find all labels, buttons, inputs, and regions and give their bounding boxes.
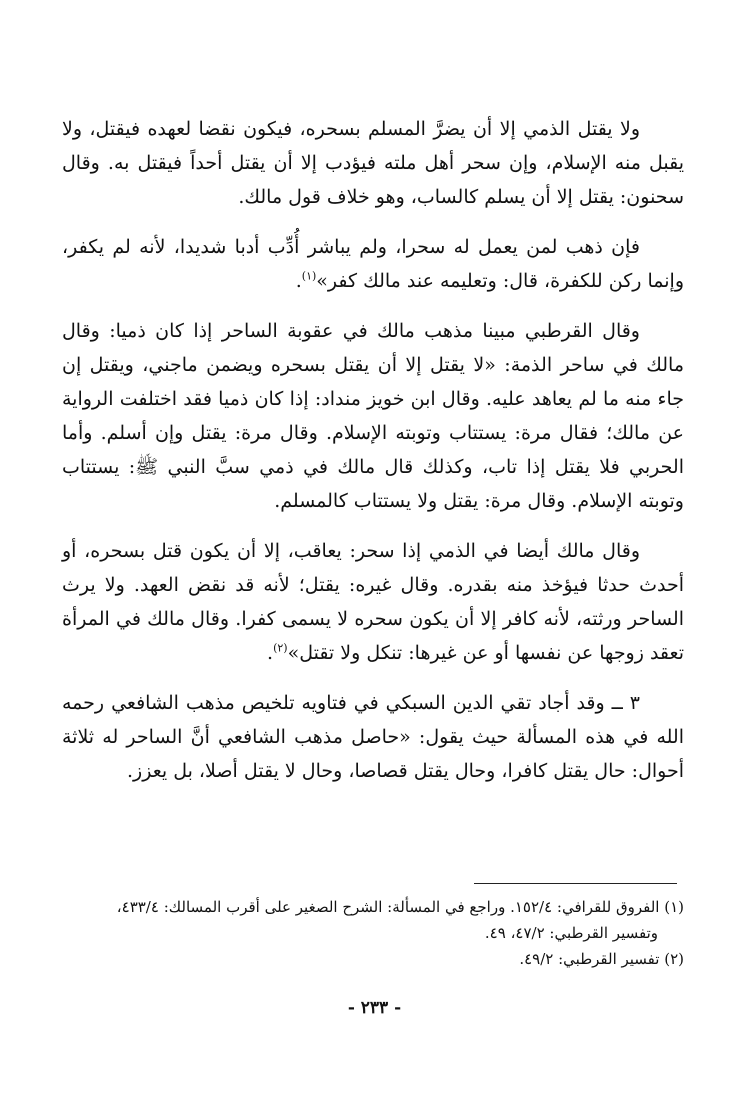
- paragraph-2: فإن ذهب لمن يعمل له سحرا، ولم يباشر أُدِّب أدبا شديدا، لأنه لم يكفر، وإنما ركن للكفرة، قال: وتعليمه عند مالك كفر»$^{(١)}$.: [62, 236, 684, 292]
- main-text: [62, 112, 684, 788]
- paragraph-5: ٣ ــ وقد أجاد تقي الدين السبكي في فتاويه تلخيص مذهب الشافعي رحمه الله في هذه المسألة حيث يقول: «حاصل مذهب الشافعي أنَّ الساحر له ثلاثة أحوال: حال يقتل كافرا، وحال يقتل قصاصا، وحال لا يقتل أصلا، بل يعزز.: [62, 692, 684, 782]
- footnote-ref-1: (١): [301, 269, 317, 283]
- paragraph-4: وقال مالك أيضا في الذمي إذا سحر: يعاقب، إلا أن يكون قتل بسحره، أو أحدث حدثا فيؤخذ منه بقدره. وقال غيره: يقتل؛ لأنه قد نقض العهد. ولا يرث الساحر ورثته، لأنه كافر إلا أن يكون سحره لا يسمى كفرا. وقال مالك في المرأة تعقد زوجها عن نفسها أو عن غيرها: تنكل ولا تقتل»$^{(٢)}$.: [62, 540, 684, 664]
- paragraph-2-text: فإن ذهب لمن يعمل له سحرا، ولم يباشر أُدِّب أدبا شديدا، لأنه لم يكفر، وإنما ركن للكفرة، قال: وتعليمه عند مالك كفر»: [62, 236, 684, 292]
- paragraph-1: ولا يقتل الذمي إلا أن يضرَّ المسلم بسحره، فيكون نقضا لعهده فيقتل، ولا يقبل منه الإسلام، وإن سحر أهل ملته فيؤدب إلا أن يقتل أحداً فيقتل به. وقال سحنون: يقتل إلا أن يسلم كالساب، وهو خلاف قول مالك.: [62, 118, 684, 208]
- footnote-1: (١) الفروق للقرافي: ١٥٢/٤. وراجع في المسألة: الشرح الصغير على أقرب المسالك: ٤٣٣/٤،: [116, 898, 684, 916]
- footnote-2: (٢) تفسير القرطبي: ٤٩/٢.: [519, 950, 684, 968]
- footnote-1-continued: وتفسير القرطبي: ٤٧/٢، ٤٩.: [484, 924, 658, 942]
- footnotes: [62, 894, 684, 972]
- paragraph-3: وقال القرطبي مبينا مذهب مالك في عقوبة الساحر إذا كان ذميا: وقال مالك في ساحر الذمة: «لا يقتل إلا أن يقتل بسحره ويضمن ماجني، ويقتل إن جاء منه ما لم يعاهد عليه. وقال ابن خويز منداد: إذا كان ذميا فقد اختلفت الرواية عن مالك؛ فقال مرة: يستتاب وتوبته الإسلام. وقال مرة: يقتل وإن أسلم. وأما الحربي فلا يقتل إذا تاب، وكذلك قال مالك في ذمي سبَّ النبي ﷺ: يستتاب وتوبته الإسلام. وقال مرة: يقتل ولا يستتاب كالمسلم.: [62, 320, 684, 512]
- page-number: - ٢٣٣ -: [347, 998, 402, 1018]
- footnote-divider: [474, 883, 677, 884]
- paragraph-4-text: وقال مالك أيضا في الذمي إذا سحر: يعاقب، إلا أن يكون قتل بسحره، أو أحدث حدثا فيؤخذ منه بقدره. وقال غيره: يقتل؛ لأنه قد نقض العهد. ولا يرث الساحر ورثته، لأنه كافر إلا أن يكون سحره لا يسمى كفرا. وقال مالك في المرأة تعقد زوجها عن نفسها أو عن غيرها: تنكل ولا تقتل»: [62, 540, 684, 664]
- footnote-ref-2: (٢): [273, 641, 288, 655]
